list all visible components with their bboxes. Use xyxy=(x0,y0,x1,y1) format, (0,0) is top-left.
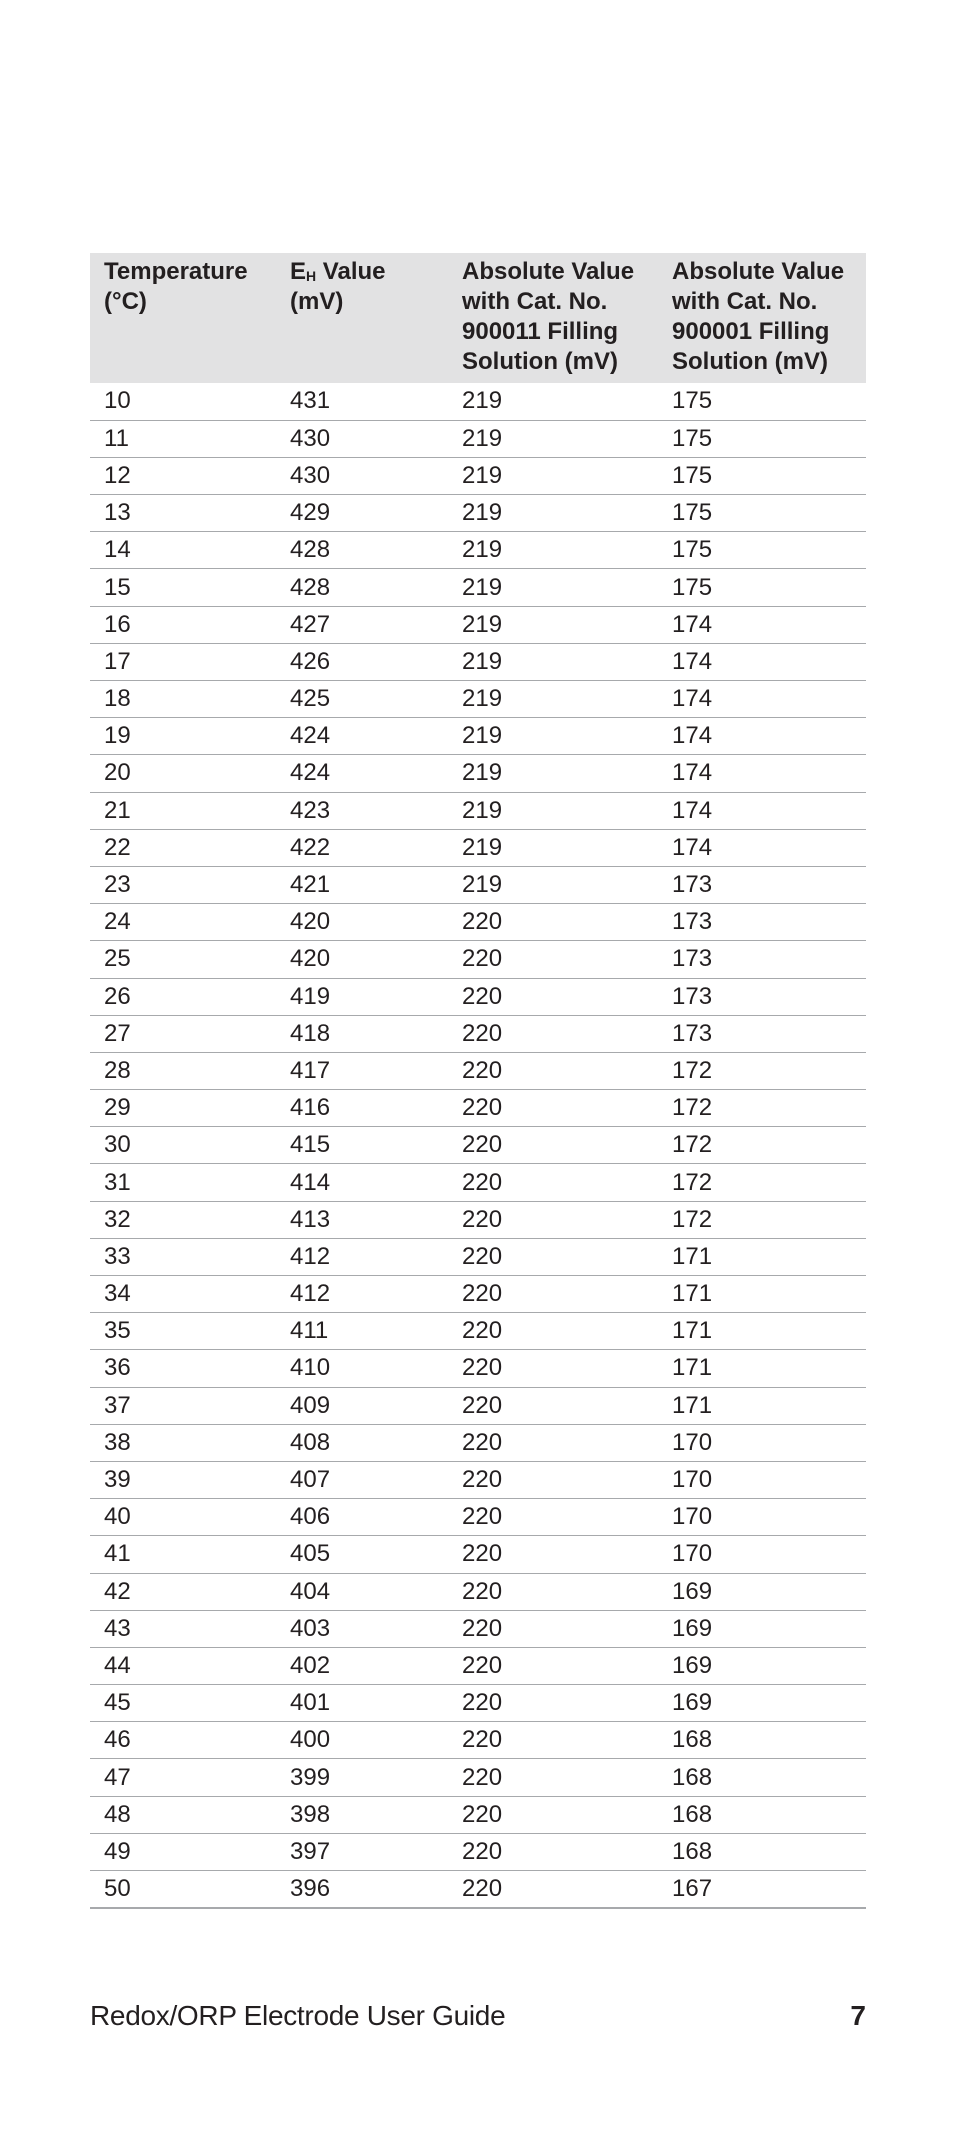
cell-absolute-900001: 169 xyxy=(658,1685,866,1722)
table-row xyxy=(90,681,866,718)
cell-absolute-900011: 220 xyxy=(448,1461,658,1498)
cell-eh-value: 415 xyxy=(276,1127,448,1164)
cell-absolute-900011: 219 xyxy=(448,792,658,829)
cell-absolute-900011: 220 xyxy=(448,1722,658,1759)
cell-eh-value: 420 xyxy=(276,904,448,941)
table-row xyxy=(90,755,866,792)
cell-absolute-900001: 170 xyxy=(658,1536,866,1573)
table-row xyxy=(90,1871,866,1908)
table-row xyxy=(90,1685,866,1722)
cell-absolute-900011: 219 xyxy=(448,569,658,606)
cell-eh-value: 431 xyxy=(276,383,448,420)
cell-eh-value: 408 xyxy=(276,1424,448,1461)
table-row xyxy=(90,420,866,457)
table-row xyxy=(90,1127,866,1164)
table-row xyxy=(90,1164,866,1201)
cell-temperature: 13 xyxy=(90,495,276,532)
table-row xyxy=(90,1536,866,1573)
table-row xyxy=(90,941,866,978)
cell-absolute-900011: 219 xyxy=(448,606,658,643)
cell-temperature: 34 xyxy=(90,1276,276,1313)
cell-temperature: 35 xyxy=(90,1313,276,1350)
cell-eh-value: 422 xyxy=(276,829,448,866)
cell-eh-value: 424 xyxy=(276,755,448,792)
header-eh-main: E xyxy=(290,258,307,285)
cell-temperature: 42 xyxy=(90,1573,276,1610)
cell-absolute-900001: 174 xyxy=(658,718,866,755)
cell-absolute-900001: 175 xyxy=(658,383,866,420)
cell-eh-value: 430 xyxy=(276,457,448,494)
table-row xyxy=(90,643,866,680)
cell-temperature: 12 xyxy=(90,457,276,494)
cell-temperature: 11 xyxy=(90,420,276,457)
table-row xyxy=(90,1461,866,1498)
cell-absolute-900001: 174 xyxy=(658,829,866,866)
table-row xyxy=(90,1424,866,1461)
cell-temperature: 46 xyxy=(90,1722,276,1759)
cell-temperature: 45 xyxy=(90,1685,276,1722)
header-eh-subscript: H xyxy=(306,268,317,284)
cell-absolute-900001: 170 xyxy=(658,1499,866,1536)
cell-eh-value: 427 xyxy=(276,606,448,643)
cell-eh-value: 409 xyxy=(276,1387,448,1424)
cell-eh-value: 410 xyxy=(276,1350,448,1387)
table-row xyxy=(90,1796,866,1833)
table-row xyxy=(90,383,866,420)
cell-absolute-900011: 220 xyxy=(448,1052,658,1089)
cell-absolute-900001: 175 xyxy=(658,495,866,532)
cell-absolute-900001: 174 xyxy=(658,755,866,792)
cell-eh-value: 412 xyxy=(276,1238,448,1275)
table-row xyxy=(90,1610,866,1647)
table-body xyxy=(90,383,866,1908)
cell-absolute-900011: 220 xyxy=(448,1499,658,1536)
cell-temperature: 48 xyxy=(90,1796,276,1833)
cell-absolute-900001: 172 xyxy=(658,1127,866,1164)
cell-absolute-900001: 175 xyxy=(658,532,866,569)
cell-temperature: 50 xyxy=(90,1871,276,1908)
table-row xyxy=(90,569,866,606)
cell-eh-value: 428 xyxy=(276,569,448,606)
cell-absolute-900001: 174 xyxy=(658,606,866,643)
cell-absolute-900001: 173 xyxy=(658,904,866,941)
table-row xyxy=(90,1833,866,1870)
cell-temperature: 41 xyxy=(90,1536,276,1573)
cell-eh-value: 420 xyxy=(276,941,448,978)
table-row xyxy=(90,1722,866,1759)
cell-absolute-900011: 220 xyxy=(448,1164,658,1201)
cell-eh-value: 417 xyxy=(276,1052,448,1089)
cell-absolute-900001: 171 xyxy=(658,1238,866,1275)
cell-temperature: 33 xyxy=(90,1238,276,1275)
cell-temperature: 36 xyxy=(90,1350,276,1387)
table-row xyxy=(90,1090,866,1127)
page-number: 7 xyxy=(850,2000,866,2031)
cell-absolute-900011: 220 xyxy=(448,1833,658,1870)
cell-absolute-900001: 173 xyxy=(658,866,866,903)
cell-absolute-900001: 168 xyxy=(658,1796,866,1833)
cell-eh-value: 414 xyxy=(276,1164,448,1201)
table-header xyxy=(90,253,866,383)
cell-absolute-900011: 220 xyxy=(448,1350,658,1387)
cell-absolute-900011: 220 xyxy=(448,1424,658,1461)
cell-absolute-900011: 219 xyxy=(448,495,658,532)
table-row xyxy=(90,532,866,569)
cell-eh-value: 405 xyxy=(276,1536,448,1573)
table-row xyxy=(90,1052,866,1089)
cell-eh-value: 400 xyxy=(276,1722,448,1759)
cell-absolute-900001: 172 xyxy=(658,1164,866,1201)
cell-absolute-900011: 220 xyxy=(448,1796,658,1833)
cell-temperature: 32 xyxy=(90,1201,276,1238)
cell-absolute-900011: 220 xyxy=(448,1127,658,1164)
cell-eh-value: 421 xyxy=(276,866,448,903)
cell-absolute-900001: 170 xyxy=(658,1424,866,1461)
table-header-row xyxy=(90,253,866,383)
cell-absolute-900001: 174 xyxy=(658,681,866,718)
table-row xyxy=(90,1499,866,1536)
cell-temperature: 40 xyxy=(90,1499,276,1536)
cell-absolute-900011: 220 xyxy=(448,1201,658,1238)
cell-absolute-900001: 171 xyxy=(658,1313,866,1350)
cell-absolute-900011: 220 xyxy=(448,1573,658,1610)
cell-temperature: 25 xyxy=(90,941,276,978)
cell-eh-value: 425 xyxy=(276,681,448,718)
table-row xyxy=(90,1387,866,1424)
cell-absolute-900001: 174 xyxy=(658,792,866,829)
cell-eh-value: 403 xyxy=(276,1610,448,1647)
cell-temperature: 21 xyxy=(90,792,276,829)
table-row xyxy=(90,1201,866,1238)
cell-temperature: 29 xyxy=(90,1090,276,1127)
cell-eh-value: 397 xyxy=(276,1833,448,1870)
table-row xyxy=(90,1015,866,1052)
cell-absolute-900001: 175 xyxy=(658,569,866,606)
cell-absolute-900001: 175 xyxy=(658,457,866,494)
cell-temperature: 49 xyxy=(90,1833,276,1870)
cell-eh-value: 412 xyxy=(276,1276,448,1313)
cell-absolute-900011: 219 xyxy=(448,420,658,457)
table-row xyxy=(90,978,866,1015)
cell-temperature: 28 xyxy=(90,1052,276,1089)
cell-absolute-900011: 220 xyxy=(448,1276,658,1313)
cell-eh-value: 430 xyxy=(276,420,448,457)
cell-absolute-900001: 171 xyxy=(658,1387,866,1424)
table-row xyxy=(90,718,866,755)
cell-absolute-900001: 172 xyxy=(658,1201,866,1238)
cell-absolute-900001: 175 xyxy=(658,420,866,457)
cell-eh-value: 406 xyxy=(276,1499,448,1536)
cell-absolute-900001: 169 xyxy=(658,1610,866,1647)
table-row xyxy=(90,792,866,829)
cell-eh-value: 401 xyxy=(276,1685,448,1722)
cell-absolute-900001: 168 xyxy=(658,1833,866,1870)
table-row xyxy=(90,904,866,941)
cell-eh-value: 419 xyxy=(276,978,448,1015)
cell-absolute-900001: 173 xyxy=(658,1015,866,1052)
cell-eh-value: 424 xyxy=(276,718,448,755)
cell-absolute-900011: 220 xyxy=(448,1238,658,1275)
cell-eh-value: 407 xyxy=(276,1461,448,1498)
cell-temperature: 22 xyxy=(90,829,276,866)
table-row xyxy=(90,1759,866,1796)
cell-absolute-900001: 168 xyxy=(658,1759,866,1796)
table-row xyxy=(90,606,866,643)
cell-absolute-900011: 220 xyxy=(448,1015,658,1052)
cell-eh-value: 402 xyxy=(276,1647,448,1684)
cell-temperature: 39 xyxy=(90,1461,276,1498)
cell-absolute-900001: 169 xyxy=(658,1573,866,1610)
cell-eh-value: 398 xyxy=(276,1796,448,1833)
cell-temperature: 19 xyxy=(90,718,276,755)
cell-temperature: 14 xyxy=(90,532,276,569)
cell-eh-value: 416 xyxy=(276,1090,448,1127)
cell-absolute-900011: 220 xyxy=(448,1610,658,1647)
cell-absolute-900011: 220 xyxy=(448,1536,658,1573)
cell-eh-value: 411 xyxy=(276,1313,448,1350)
cell-absolute-900011: 220 xyxy=(448,1387,658,1424)
header-eh-rest: Value (mV) xyxy=(290,258,386,315)
cell-absolute-900001: 171 xyxy=(658,1276,866,1313)
footer-guide-title: Redox/ORP Electrode User Guide xyxy=(90,2000,506,2031)
header-absolute-900001: Absolute Value with Cat. No. 900001 Filling Solution (mV) xyxy=(672,258,845,375)
cell-absolute-900011: 219 xyxy=(448,829,658,866)
cell-absolute-900011: 220 xyxy=(448,1090,658,1127)
cell-temperature: 23 xyxy=(90,866,276,903)
cell-temperature: 43 xyxy=(90,1610,276,1647)
cell-eh-value: 426 xyxy=(276,643,448,680)
cell-absolute-900011: 220 xyxy=(448,1313,658,1350)
table-row xyxy=(90,1350,866,1387)
cell-absolute-900011: 219 xyxy=(448,866,658,903)
cell-absolute-900001: 173 xyxy=(658,941,866,978)
table-row xyxy=(90,829,866,866)
cell-absolute-900001: 168 xyxy=(658,1722,866,1759)
cell-temperature: 31 xyxy=(90,1164,276,1201)
cell-absolute-900011: 220 xyxy=(448,904,658,941)
cell-absolute-900011: 220 xyxy=(448,1759,658,1796)
cell-temperature: 20 xyxy=(90,755,276,792)
cell-absolute-900011: 219 xyxy=(448,383,658,420)
cell-absolute-900001: 174 xyxy=(658,643,866,680)
table-row xyxy=(90,1647,866,1684)
cell-temperature: 37 xyxy=(90,1387,276,1424)
cell-absolute-900011: 219 xyxy=(448,532,658,569)
cell-temperature: 27 xyxy=(90,1015,276,1052)
cell-temperature: 17 xyxy=(90,643,276,680)
cell-absolute-900001: 173 xyxy=(658,978,866,1015)
cell-temperature: 15 xyxy=(90,569,276,606)
cell-temperature: 24 xyxy=(90,904,276,941)
cell-temperature: 44 xyxy=(90,1647,276,1684)
table-row xyxy=(90,495,866,532)
table-row xyxy=(90,457,866,494)
cell-eh-value: 429 xyxy=(276,495,448,532)
cell-absolute-900001: 172 xyxy=(658,1090,866,1127)
cell-eh-value: 418 xyxy=(276,1015,448,1052)
header-temperature: Temperature (°C) xyxy=(104,258,248,315)
cell-temperature: 16 xyxy=(90,606,276,643)
eh-value-table xyxy=(90,253,866,1909)
cell-absolute-900001: 171 xyxy=(658,1350,866,1387)
cell-temperature: 30 xyxy=(90,1127,276,1164)
table-row xyxy=(90,1238,866,1275)
cell-absolute-900011: 220 xyxy=(448,1685,658,1722)
cell-eh-value: 423 xyxy=(276,792,448,829)
header-eh-value xyxy=(276,253,448,383)
table-row xyxy=(90,1313,866,1350)
cell-temperature: 18 xyxy=(90,681,276,718)
cell-absolute-900011: 220 xyxy=(448,1647,658,1684)
cell-absolute-900011: 219 xyxy=(448,681,658,718)
cell-eh-value: 428 xyxy=(276,532,448,569)
cell-absolute-900011: 219 xyxy=(448,643,658,680)
cell-temperature: 38 xyxy=(90,1424,276,1461)
cell-eh-value: 396 xyxy=(276,1871,448,1908)
cell-temperature: 26 xyxy=(90,978,276,1015)
cell-absolute-900011: 220 xyxy=(448,978,658,1015)
cell-temperature: 10 xyxy=(90,383,276,420)
cell-absolute-900011: 219 xyxy=(448,755,658,792)
cell-eh-value: 413 xyxy=(276,1201,448,1238)
table-row xyxy=(90,866,866,903)
header-absolute-900011: Absolute Value with Cat. No. 900011 Filling Solution (mV) xyxy=(462,258,635,375)
cell-absolute-900011: 220 xyxy=(448,1871,658,1908)
cell-absolute-900001: 172 xyxy=(658,1052,866,1089)
table-row xyxy=(90,1276,866,1313)
eh-value-table-container xyxy=(90,253,866,1909)
cell-absolute-900001: 170 xyxy=(658,1461,866,1498)
cell-absolute-900011: 220 xyxy=(448,941,658,978)
cell-absolute-900001: 167 xyxy=(658,1871,866,1908)
cell-eh-value: 404 xyxy=(276,1573,448,1610)
cell-absolute-900011: 219 xyxy=(448,718,658,755)
cell-absolute-900011: 219 xyxy=(448,457,658,494)
cell-absolute-900001: 169 xyxy=(658,1647,866,1684)
cell-temperature: 47 xyxy=(90,1759,276,1796)
table-row xyxy=(90,1573,866,1610)
cell-eh-value: 399 xyxy=(276,1759,448,1796)
